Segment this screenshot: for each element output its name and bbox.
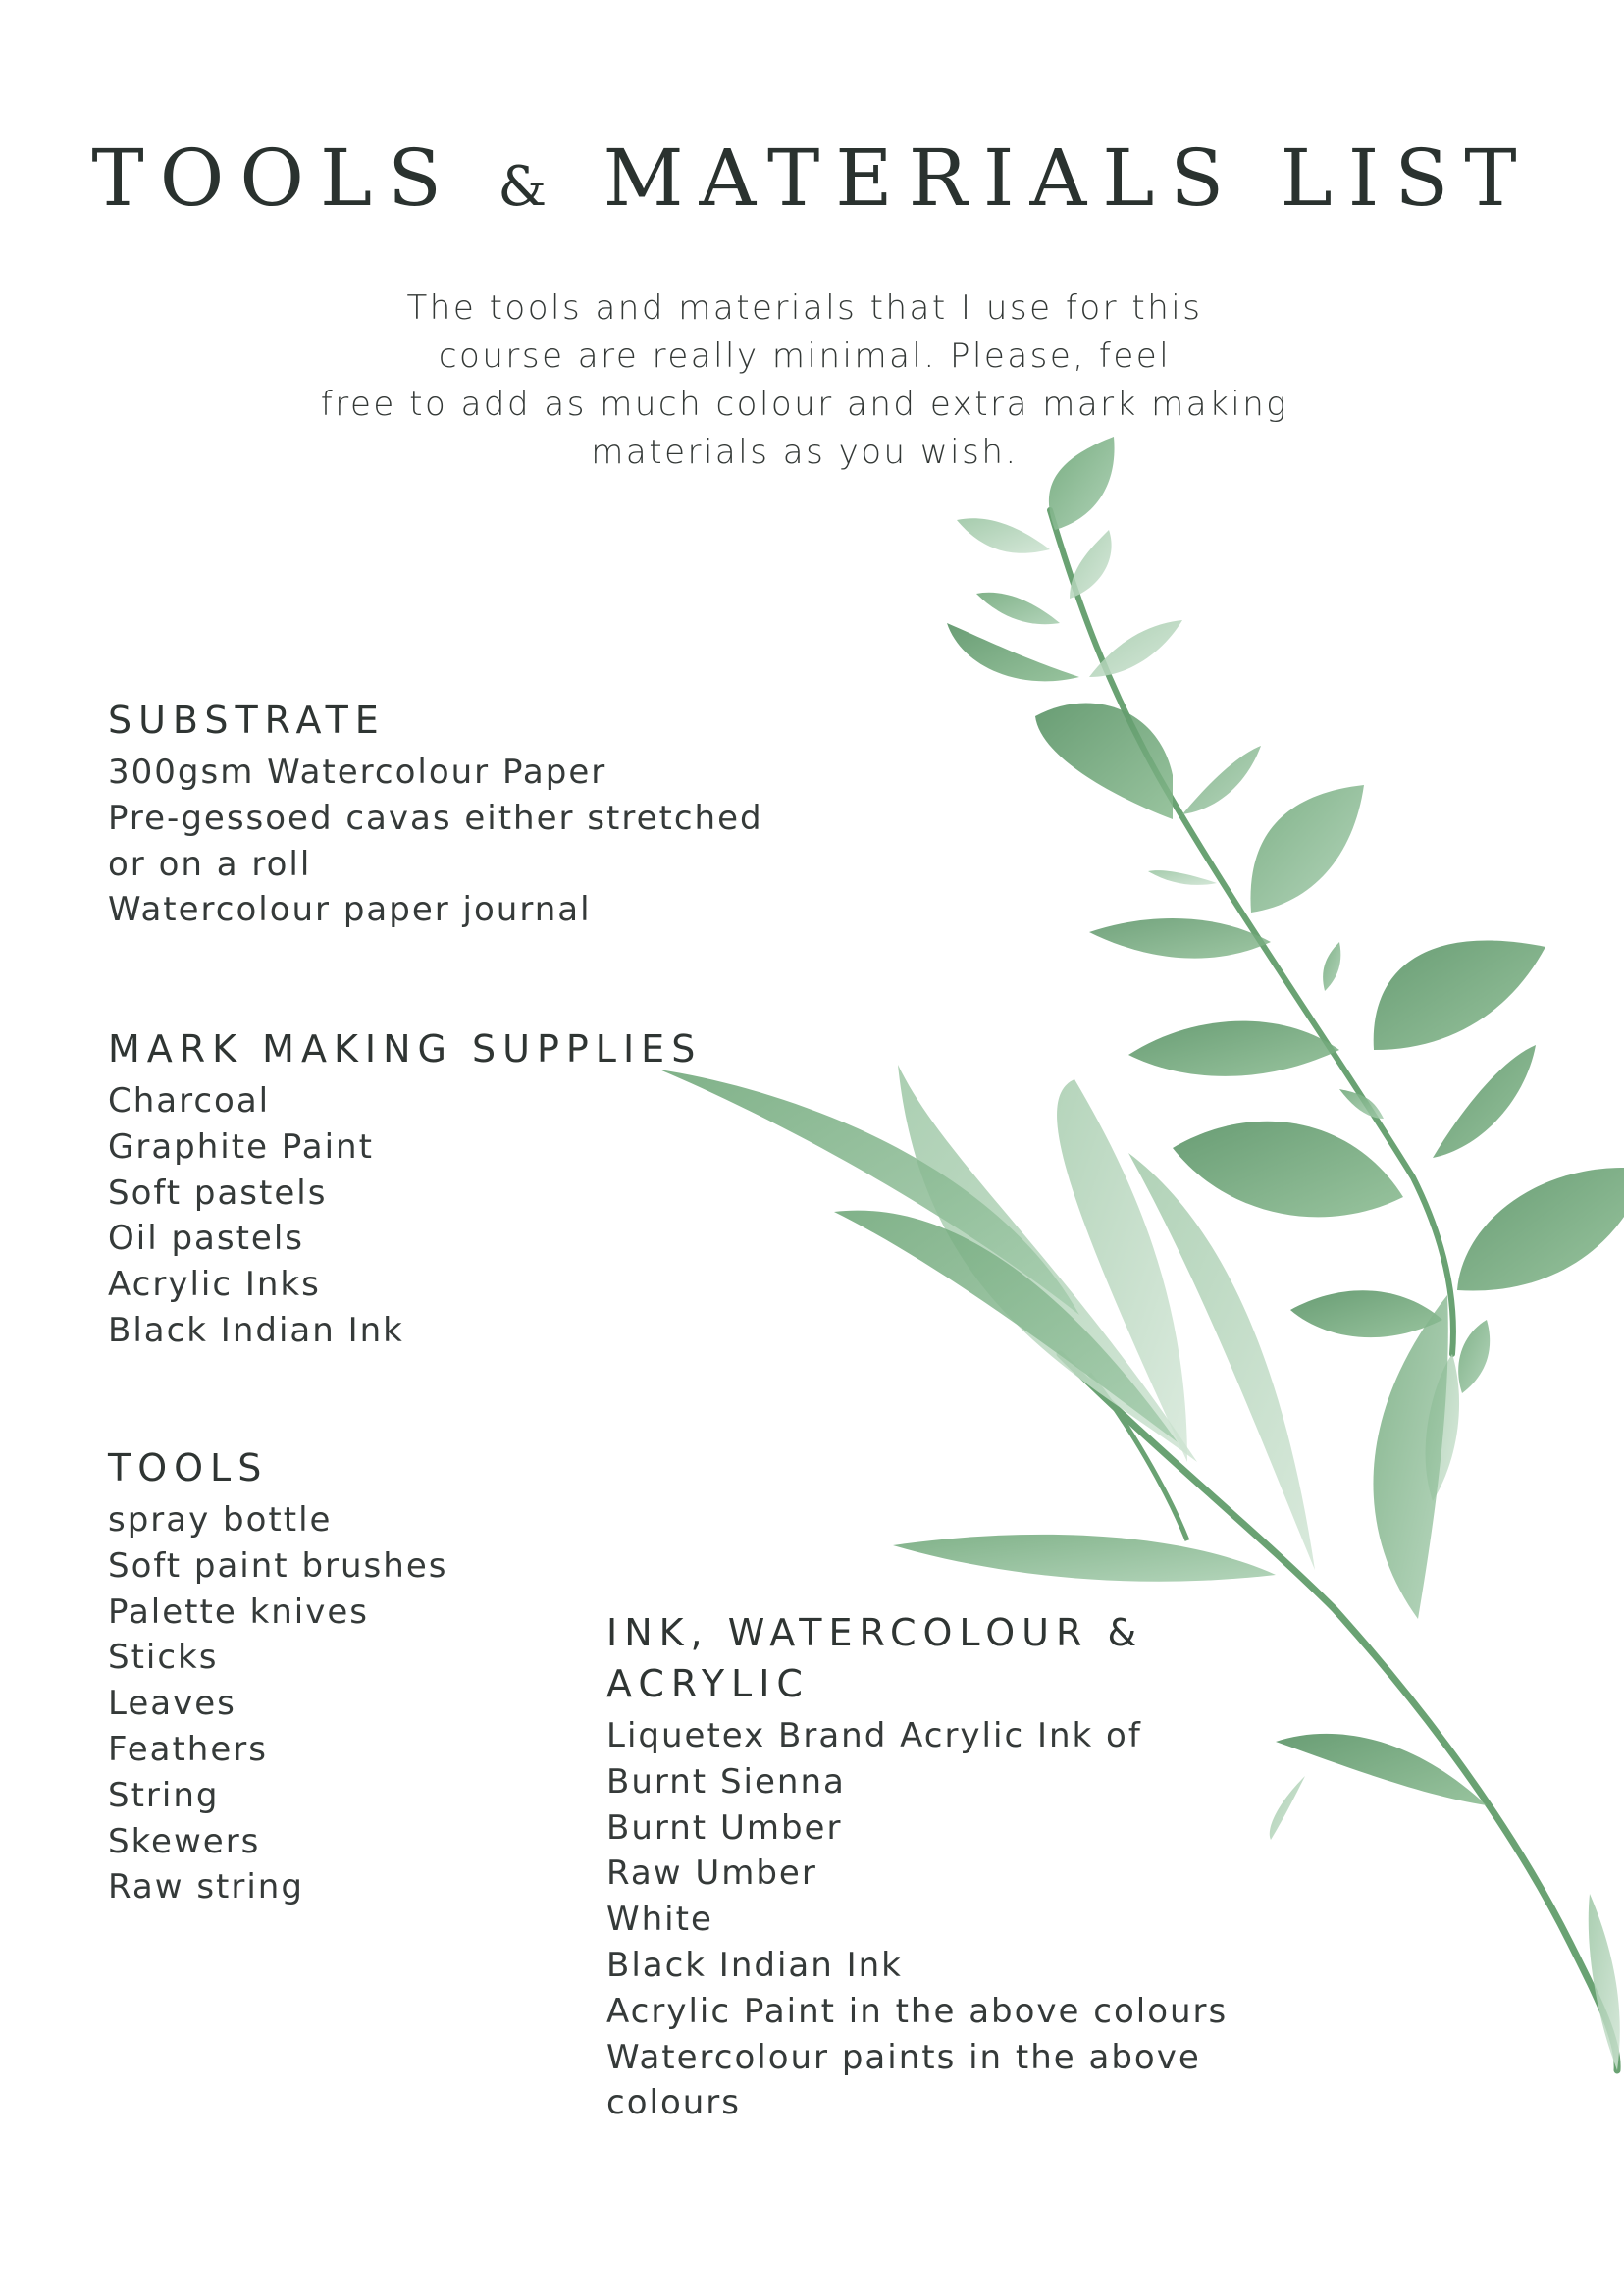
leaf <box>1182 746 1261 814</box>
title-part-2: MATERIALS LIST <box>602 132 1533 224</box>
list-item: Burnt Sienna <box>606 1761 846 1801</box>
section-heading: TOOLS <box>108 1446 269 1489</box>
intro-line: course are really minimal. Please, feel <box>438 337 1172 376</box>
list-item: Acrylic Inks <box>108 1265 321 1305</box>
list-item: Palette knives <box>108 1592 369 1632</box>
leaf <box>1148 870 1217 885</box>
leaf <box>976 593 1060 625</box>
item-list <box>108 750 763 933</box>
leaf <box>1035 704 1173 820</box>
list-item: Skewers <box>108 1821 261 1861</box>
intro-paragraph <box>294 285 1315 477</box>
list-item: Watercolour paper journal <box>108 890 592 930</box>
title-part-1: TOOLS <box>91 132 457 224</box>
list-item: Burnt Umber <box>606 1807 843 1848</box>
list-item: spray bottle <box>108 1500 333 1539</box>
section-mark-making <box>108 1023 702 1354</box>
leaf <box>1173 1122 1403 1218</box>
list-item: Graphite Paint <box>108 1126 374 1167</box>
leaf <box>1457 1168 1624 1291</box>
leaf <box>1128 1021 1339 1076</box>
list-item: 300gsm Watercolour Paper <box>108 753 607 792</box>
leaf <box>1458 1320 1490 1393</box>
heading-line: ACRYLIC <box>606 1662 810 1705</box>
section-heading: SUBSTRATE <box>108 699 386 742</box>
section-heading <box>606 1607 1228 1709</box>
list-item: Sticks <box>108 1638 219 1678</box>
leaf <box>1374 941 1545 1050</box>
leaf <box>1276 1734 1487 1805</box>
list-item: Pre-gessoed cavas either stretched <box>108 798 763 838</box>
item-list <box>606 1713 1228 2126</box>
item-list <box>108 1078 702 1354</box>
section-ink-watercolour-acrylic <box>606 1607 1228 2126</box>
leaf <box>1070 530 1112 599</box>
leaf <box>1089 918 1271 959</box>
list-item: Leaves <box>108 1684 236 1724</box>
leaf <box>1323 942 1340 991</box>
list-item: Soft paint brushes <box>108 1545 448 1586</box>
section-heading: MARK MAKING SUPPLIES <box>108 1027 703 1070</box>
intro-line: free to add as much colour and extra mark making <box>320 385 1289 424</box>
list-item: Acrylic Paint in the above colours <box>606 1991 1229 2031</box>
leaf <box>947 623 1079 681</box>
list-item: Soft pastels <box>108 1173 328 1213</box>
leaf <box>1373 1295 1447 1619</box>
intro-line: The tools and materials that I use for this <box>406 288 1203 328</box>
title-ampersand: & <box>498 155 563 219</box>
list-item: Liquetex Brand Acrylic Ink of <box>606 1716 1142 1755</box>
leaf <box>1290 1290 1442 1337</box>
list-item: Watercolour paints in the above <box>606 2037 1201 2077</box>
list-item: Black Indian Ink <box>108 1310 404 1350</box>
section-substrate <box>108 695 763 933</box>
leaf <box>1270 1776 1305 1840</box>
list-item: Raw Umber <box>606 1853 817 1894</box>
leaf <box>1433 1045 1536 1158</box>
list-item: Raw string <box>108 1867 304 1907</box>
leaf <box>1589 1894 1620 2070</box>
heading-line: INK, WATERCOLOUR & <box>606 1611 1144 1654</box>
list-item: White <box>606 1900 713 1940</box>
leaf <box>1250 785 1364 913</box>
list-item: Charcoal <box>108 1081 271 1121</box>
list-item: or on a roll <box>108 844 312 884</box>
list-item: Oil pastels <box>108 1219 305 1259</box>
intro-line: materials as you wish. <box>591 433 1019 472</box>
leaf <box>957 518 1050 552</box>
page-title <box>0 132 1624 224</box>
section-tools <box>108 1442 447 1910</box>
list-item: String <box>108 1775 220 1815</box>
list-item: colours <box>606 2083 741 2123</box>
list-item: Feathers <box>108 1729 268 1769</box>
leaf <box>893 1535 1276 1582</box>
item-list <box>108 1497 447 1910</box>
list-item: Black Indian Ink <box>606 1945 903 1985</box>
leaf <box>1089 620 1182 677</box>
